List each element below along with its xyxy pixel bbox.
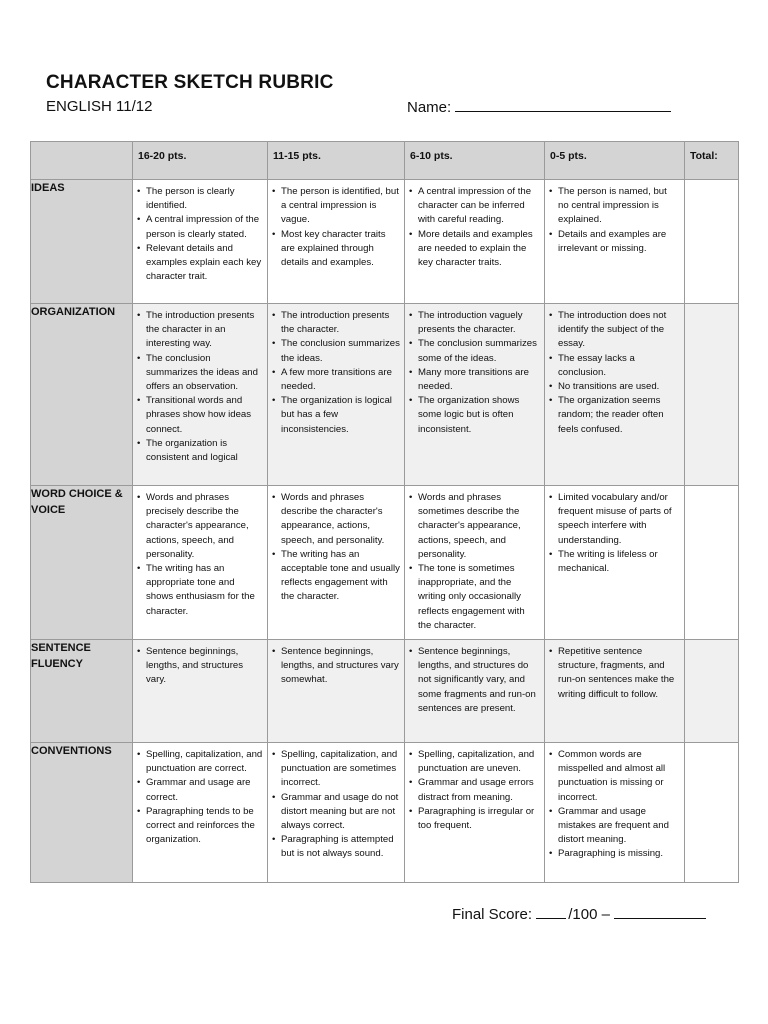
rubric-row xyxy=(31,640,739,743)
criteria-list xyxy=(133,304,267,469)
rubric-row xyxy=(31,304,739,486)
criteria-item: • The person is named, but no central impression is explained. xyxy=(549,185,680,228)
rubric-row xyxy=(31,180,739,304)
name-blank-line[interactable] xyxy=(455,98,671,112)
rubric-cell xyxy=(268,304,405,486)
rubric-cell xyxy=(268,486,405,640)
criteria-item: • The introduction presents the character. xyxy=(272,309,400,337)
criteria-item: • Spelling, capitalization, and punctuation are sometimes incorrect. xyxy=(272,748,400,791)
rubric-cell xyxy=(133,304,268,486)
criteria-item: • A central impression of the person is clearly stated. xyxy=(137,213,263,241)
criteria-item: • Sentence beginnings, lengths, and structures vary. xyxy=(137,645,263,688)
criteria-item: • The conclusion summarizes the ideas. xyxy=(272,337,400,365)
rubric-cell xyxy=(405,743,545,883)
header-16-20: 16-20 pts. xyxy=(133,142,268,180)
criteria-list xyxy=(545,743,684,866)
rubric-cell xyxy=(268,640,405,743)
criteria-item: • Grammar and usage do not distort meaning but are not always correct. xyxy=(272,791,400,834)
criteria-item: • Paragraphing is attempted but is not always sound. xyxy=(272,833,400,861)
row-category: IDEAS xyxy=(31,180,133,304)
criteria-item: • Grammar and usage errors distract from meaning. xyxy=(409,776,540,804)
criteria-list xyxy=(405,304,544,441)
course-label: ENGLISH 11/12 xyxy=(46,98,153,115)
criteria-item: • Most key character traits are explained through details and examples. xyxy=(272,228,400,271)
criteria-item: • Repetitive sentence structure, fragments, and run-on sentences make the writing difficult to follow. xyxy=(549,645,680,702)
criteria-item: • Sentence beginnings, lengths, and structures do not significantly vary, and some fragments and run-on sentences are present. xyxy=(409,645,540,716)
criteria-item: • The tone is sometimes inappropriate, and the writing only occasionally reflects engagement with the character. xyxy=(409,562,540,633)
criteria-item: • The organization is consistent and logical xyxy=(137,437,263,465)
criteria-list xyxy=(268,486,404,609)
name-label: Name: xyxy=(407,99,452,116)
criteria-item: • Paragraphing is irregular or too frequent. xyxy=(409,805,540,833)
criteria-item: • No transitions are used. xyxy=(549,380,680,394)
header-total: Total: xyxy=(685,142,739,180)
score-out-of: /100 – xyxy=(568,906,610,923)
header-6-10: 6-10 pts. xyxy=(405,142,545,180)
criteria-list xyxy=(545,486,684,580)
criteria-item: • Words and phrases describe the character's appearance, actions, speech, and personality. xyxy=(272,491,400,548)
criteria-item: • The organization shows some logic but is often inconsistent. xyxy=(409,394,540,437)
criteria-item: • Paragraphing tends to be correct and reinforces the organization. xyxy=(137,805,263,848)
name-field xyxy=(407,98,671,116)
grade-blank[interactable] xyxy=(614,905,706,919)
rubric-cell xyxy=(545,743,685,883)
rubric-row xyxy=(31,486,739,640)
rubric-row xyxy=(31,743,739,883)
criteria-list xyxy=(268,304,404,441)
criteria-item: • The writing has an appropriate tone and shows enthusiasm for the character. xyxy=(137,562,263,619)
score-blank[interactable] xyxy=(536,905,566,919)
rubric-cell xyxy=(133,640,268,743)
header-row xyxy=(31,142,739,180)
header-11-15: 11-15 pts. xyxy=(268,142,405,180)
criteria-item: • A central impression of the character can be inferred with careful reading. xyxy=(409,185,540,228)
criteria-list xyxy=(268,640,404,692)
rubric-cell xyxy=(405,304,545,486)
criteria-item: • Sentence beginnings, lengths, and structures vary somewhat. xyxy=(272,645,400,688)
criteria-item: • Relevant details and examples explain each key character trait. xyxy=(137,242,263,285)
criteria-item: • Transitional words and phrases show how ideas connect. xyxy=(137,394,263,437)
criteria-item: • Limited vocabulary and/or frequent misuse of parts of speech interfere with understanding. xyxy=(549,491,680,548)
criteria-list xyxy=(133,486,267,623)
criteria-item: • The writing has an acceptable tone and usually reflects engagement with the character. xyxy=(272,548,400,605)
criteria-list xyxy=(268,180,404,274)
rubric-cell xyxy=(133,180,268,304)
criteria-item: • Grammar and usage are correct. xyxy=(137,776,263,804)
criteria-item: • The introduction does not identify the subject of the essay. xyxy=(549,309,680,352)
rubric-cell xyxy=(405,486,545,640)
criteria-item: • The person is clearly identified. xyxy=(137,185,263,213)
criteria-item: • The introduction vaguely presents the character. xyxy=(409,309,540,337)
total-cell[interactable] xyxy=(685,640,739,743)
criteria-item: • Common words are misspelled and almost all punctuation is missing or incorrect. xyxy=(549,748,680,805)
total-cell[interactable] xyxy=(685,304,739,486)
rubric-cell xyxy=(133,486,268,640)
criteria-list xyxy=(405,486,544,637)
criteria-item: • Grammar and usage mistakes are frequent and distort meaning. xyxy=(549,805,680,848)
final-score-label: Final Score: xyxy=(452,906,533,923)
criteria-list xyxy=(545,304,684,441)
criteria-item: • Spelling, capitalization, and punctuation are uneven. xyxy=(409,748,540,776)
criteria-list xyxy=(545,180,684,260)
row-category: WORD CHOICE & VOICE xyxy=(31,486,133,640)
rubric-cell xyxy=(545,486,685,640)
criteria-item: • The writing is lifeless or mechanical. xyxy=(549,548,680,576)
criteria-list xyxy=(133,180,267,288)
criteria-list xyxy=(133,743,267,851)
rubric-table xyxy=(30,141,739,883)
page-title: CHARACTER SKETCH RUBRIC xyxy=(46,72,334,93)
criteria-item: • Details and examples are irrelevant or missing. xyxy=(549,228,680,256)
rubric-cell xyxy=(545,304,685,486)
criteria-list xyxy=(405,640,544,720)
criteria-item: • Many more transitions are needed. xyxy=(409,366,540,394)
criteria-item: • The introduction presents the character in an interesting way. xyxy=(137,309,263,352)
criteria-list xyxy=(545,640,684,706)
criteria-item: • The person is identified, but a central impression is vague. xyxy=(272,185,400,228)
criteria-item: • Paragraphing is missing. xyxy=(549,847,680,861)
total-cell[interactable] xyxy=(685,486,739,640)
criteria-item: • The conclusion summarizes the ideas and offers an observation. xyxy=(137,352,263,395)
rubric-cell xyxy=(268,743,405,883)
criteria-list xyxy=(405,743,544,837)
rubric-cell xyxy=(133,743,268,883)
header-corner xyxy=(31,142,133,180)
rubric-cell xyxy=(405,640,545,743)
row-category: SENTENCE FLUENCY xyxy=(31,640,133,743)
criteria-item: • The organization seems random; the reader often feels confused. xyxy=(549,394,680,437)
criteria-item: • Spelling, capitalization, and punctuation are correct. xyxy=(137,748,263,776)
rubric-cell xyxy=(405,180,545,304)
row-category: ORGANIZATION xyxy=(31,304,133,486)
criteria-item: • The organization is logical but has a few inconsistencies. xyxy=(272,394,400,437)
total-cell[interactable] xyxy=(685,180,739,304)
criteria-list xyxy=(133,640,267,692)
criteria-list xyxy=(405,180,544,274)
header-0-5: 0-5 pts. xyxy=(545,142,685,180)
total-cell[interactable] xyxy=(685,743,739,883)
criteria-item: • Words and phrases sometimes describe the character's appearance, actions, speech, and personality. xyxy=(409,491,540,562)
criteria-list xyxy=(268,743,404,866)
criteria-item: • More details and examples are needed to explain the key character traits. xyxy=(409,228,540,271)
rubric-cell xyxy=(268,180,405,304)
final-score xyxy=(452,905,706,923)
criteria-item: • The conclusion summarizes some of the ideas. xyxy=(409,337,540,365)
criteria-item: • A few more transitions are needed. xyxy=(272,366,400,394)
criteria-item: • Words and phrases precisely describe the character's appearance, actions, speech, and personality. xyxy=(137,491,263,562)
row-category: CONVENTIONS xyxy=(31,743,133,883)
rubric-cell xyxy=(545,180,685,304)
criteria-item: • The essay lacks a conclusion. xyxy=(549,352,680,380)
rubric-cell xyxy=(545,640,685,743)
